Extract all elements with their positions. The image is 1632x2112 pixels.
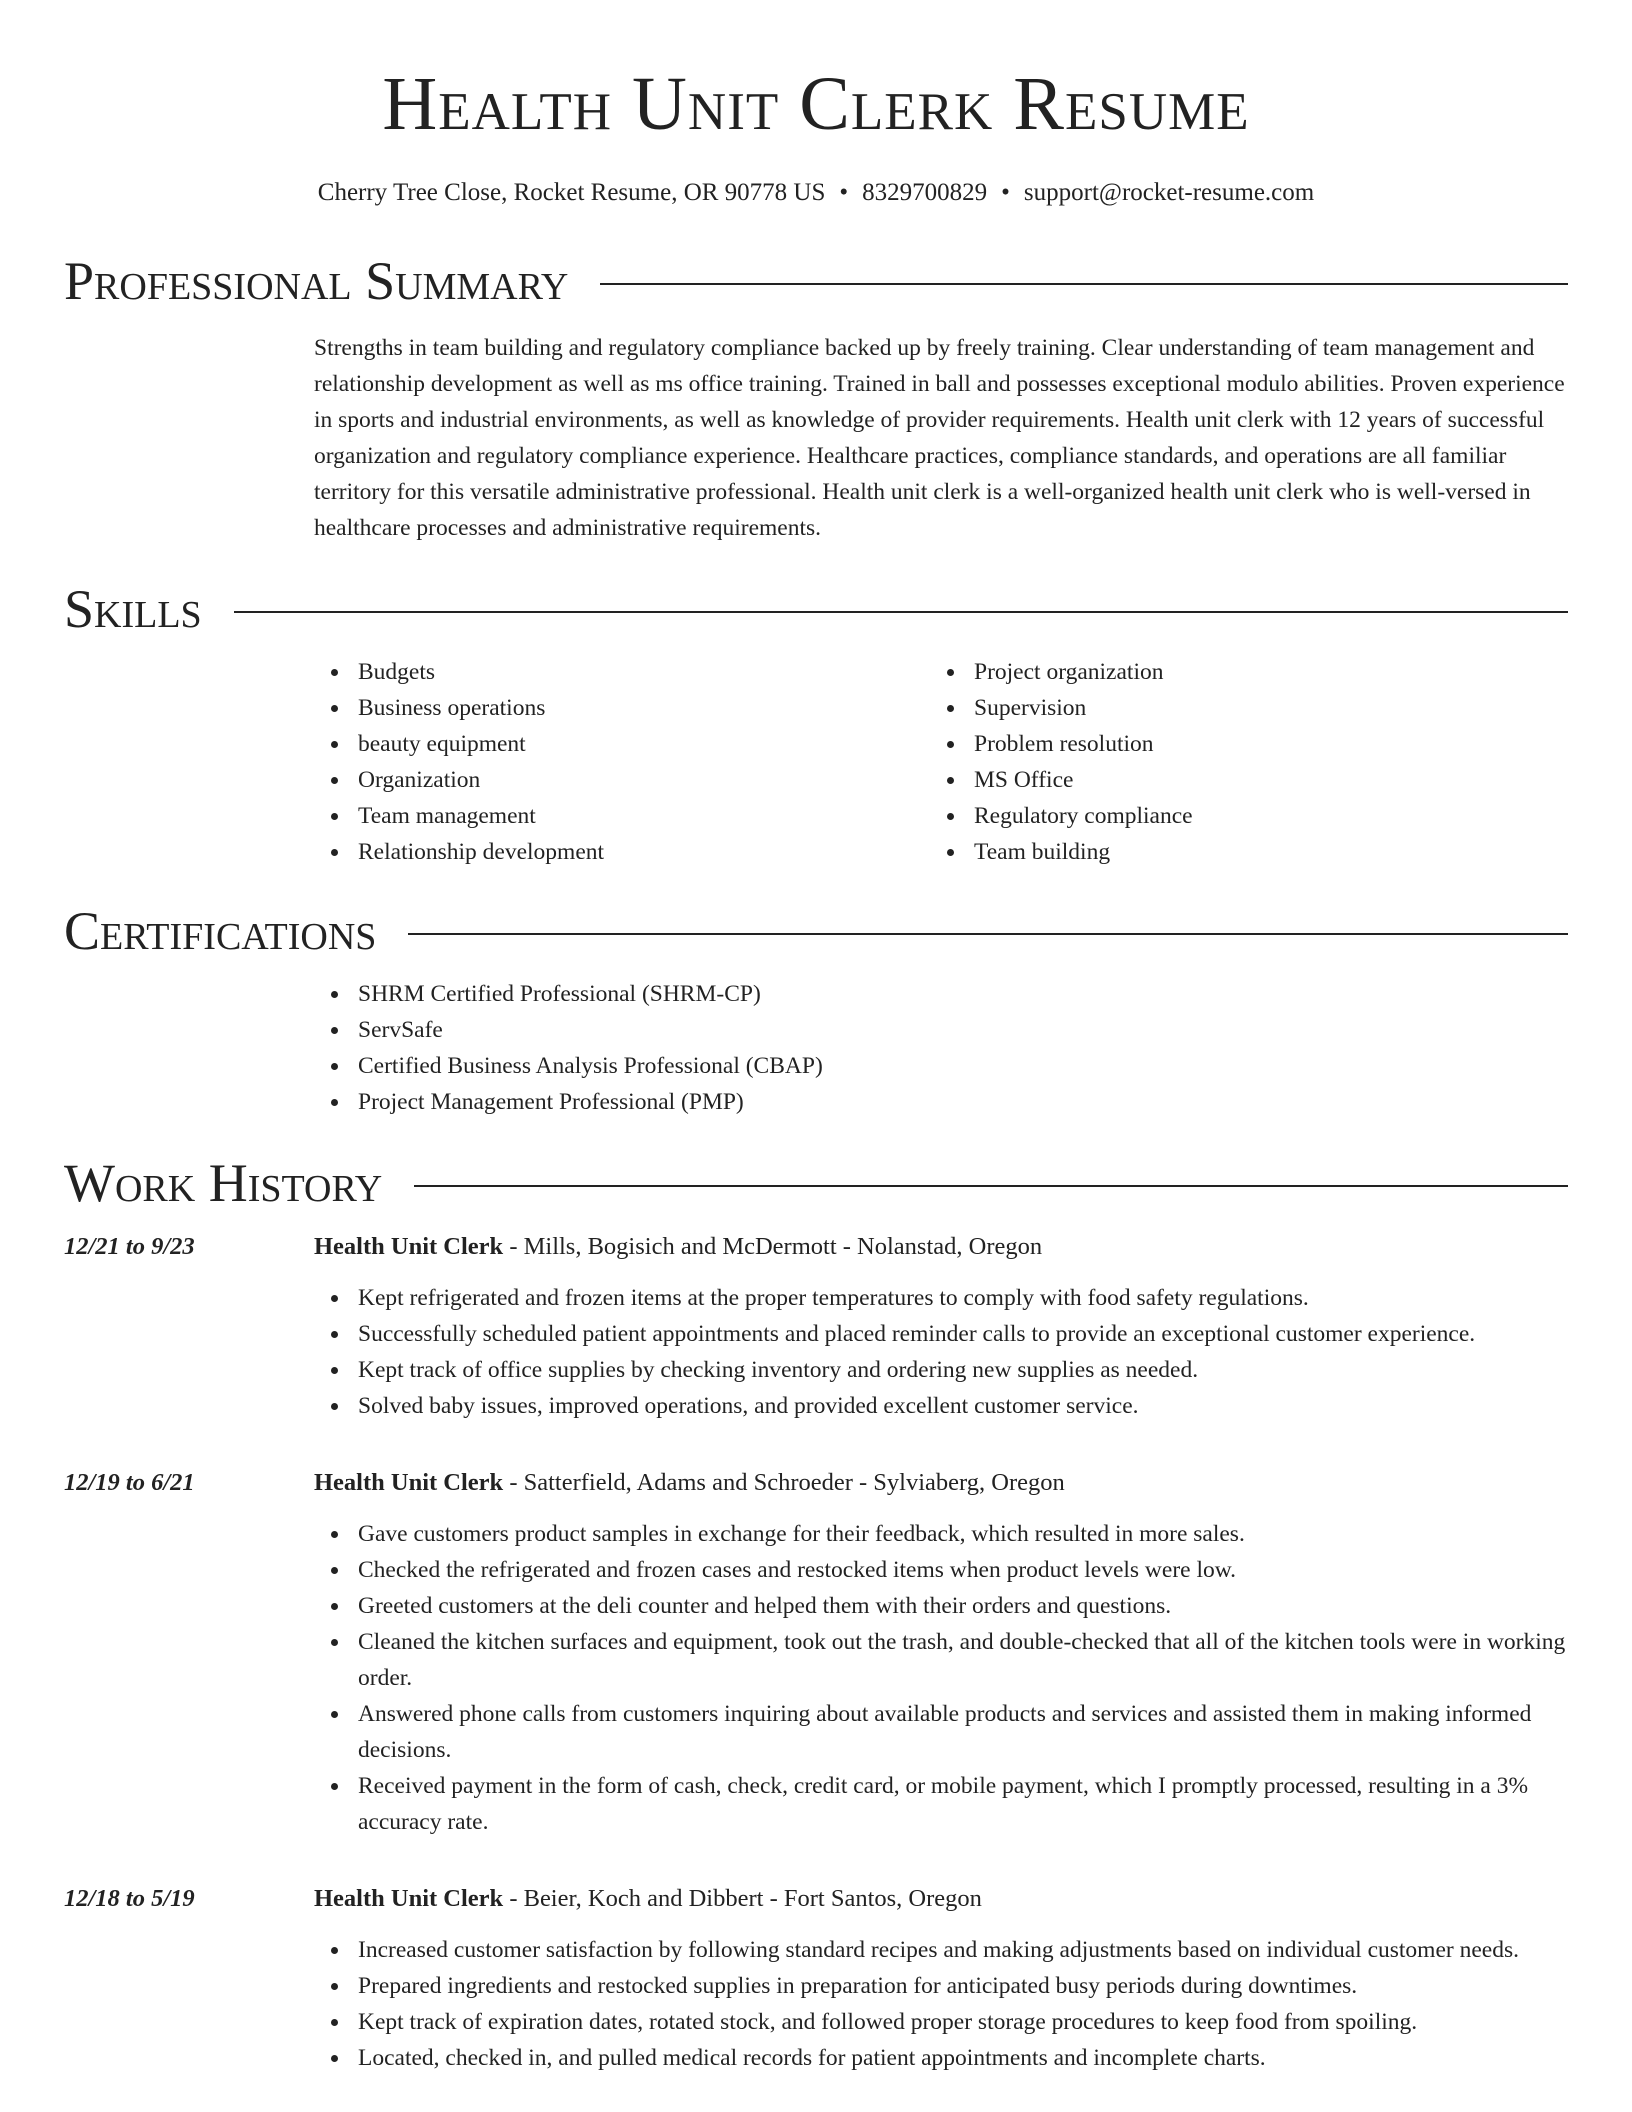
- summary-heading-row: [64, 251, 1568, 311]
- job-employer: - Beier, Koch and Dibbert - Fort Santos, Oregon: [503, 1885, 982, 1912]
- skill-item: Supervision: [930, 690, 1546, 726]
- section-divider: [600, 283, 1568, 285]
- job-employer: - Mills, Bogisich and McDermott - Nolanstad, Oregon: [503, 1233, 1043, 1260]
- job-bullet: Kept refrigerated and frozen items at the proper temperatures to comply with food safety regulations.: [314, 1280, 1568, 1316]
- work-history-section: [64, 1153, 1568, 2076]
- job-title: Health Unit Clerk: [314, 1469, 504, 1496]
- contact-line: [64, 178, 1568, 208]
- job-bullet: Cleaned the kitchen surfaces and equipment, took out the trash, and double-checked that all of the kitchen tools were in working order.: [314, 1624, 1568, 1696]
- job-heading: [314, 1882, 982, 1916]
- job-heading: [314, 1466, 1065, 1500]
- job-bullet: Successfully scheduled patient appointments and placed reminder calls to provide an exceptional customer experience.: [314, 1316, 1568, 1352]
- job-bullet: Gave customers product samples in exchange for their feedback, which resulted in more sales.: [314, 1516, 1568, 1552]
- certification-item: Certified Business Analysis Professional (CBAP): [314, 1048, 1568, 1084]
- job-employer: - Satterfield, Adams and Schroeder - Sylviaberg, Oregon: [503, 1469, 1065, 1496]
- skill-item: Project organization: [930, 654, 1546, 690]
- job-bullet: Answered phone calls from customers inquiring about available products and services and assisted them in making informed decisions.: [314, 1696, 1568, 1768]
- job-bullet: Greeted customers at the deli counter and helped them with their orders and questions.: [314, 1588, 1568, 1624]
- summary-section: [64, 251, 1568, 546]
- contact-address: Cherry Tree Close, Rocket Resume, OR 90778 US: [317, 179, 826, 206]
- skill-item: Problem resolution: [930, 726, 1546, 762]
- skills-heading: Skills: [64, 579, 202, 639]
- contact-separator: •: [1001, 179, 1010, 206]
- work-heading: Work History: [64, 1153, 383, 1213]
- contact-separator: •: [839, 179, 849, 206]
- certification-item: ServSafe: [314, 1012, 1568, 1048]
- job-bullet: Increased customer satisfaction by following standard recipes and making adjustments based on individual customer needs.: [314, 1932, 1568, 1968]
- skill-item: Team building: [930, 834, 1546, 870]
- contact-phone: 8329700829: [862, 179, 988, 206]
- certifications-heading-row: [64, 901, 1568, 961]
- job-bullet: Checked the refrigerated and frozen cases and restocked items when product levels were low.: [314, 1552, 1568, 1588]
- skills-section: [64, 579, 1568, 870]
- certification-item: SHRM Certified Professional (SHRM-CP): [314, 976, 1568, 1012]
- skill-item: Business operations: [314, 690, 930, 726]
- job-bullet: Kept track of office supplies by checking inventory and ordering new supplies as needed.: [314, 1352, 1568, 1388]
- certifications-heading: Certifications: [64, 901, 377, 961]
- certifications-section: [64, 901, 1568, 1120]
- skill-item: Budgets: [314, 654, 930, 690]
- section-divider: [408, 933, 1568, 935]
- job-title: Health Unit Clerk: [314, 1885, 504, 1912]
- certification-item: Project Management Professional (PMP): [314, 1084, 1568, 1120]
- job-heading: [314, 1230, 1042, 1264]
- certifications-list: [314, 976, 1568, 1120]
- job-bullet: Received payment in the form of cash, check, credit card, or mobile payment, which I promptly processed, resulting in a 3% accuracy rate.: [314, 1768, 1568, 1840]
- skill-item: Relationship development: [314, 834, 930, 870]
- job-bullets: [314, 1280, 1568, 1424]
- skill-item: Regulatory compliance: [930, 798, 1546, 834]
- job-bullet: Kept track of expiration dates, rotated stock, and followed proper storage procedures to keep food from spoiling.: [314, 2004, 1568, 2040]
- job-bullet: Solved baby issues, improved operations, and provided excellent customer service.: [314, 1388, 1568, 1424]
- job-bullet: Located, checked in, and pulled medical records for patient appointments and incomplete charts.: [314, 2040, 1568, 2076]
- job-entry: [64, 1882, 1568, 2076]
- skills-heading-row: [64, 579, 1568, 639]
- skill-item: Team management: [314, 798, 930, 834]
- summary-text: Strengths in team building and regulatory compliance backed up by freely training. Clear understanding of team management and relationship development as well as ms office training. Trained in ball and possesses exceptional modulo abilities. Proven experience in sports and industrial environments, as well as knowledge of provider requirements. Health unit clerk with 12 years of successful organization and regulatory compliance experience. Healthcare practices, compliance standards, and operations are all familiar territory for this versatile administrative professional. Health unit clerk is a well-organized health unit clerk who is well-versed in healthcare processes and administrative requirements.: [314, 335, 1565, 541]
- skill-item: beauty equipment: [314, 726, 930, 762]
- work-heading-row: [64, 1153, 1568, 1213]
- job-bullet: Prepared ingredients and restocked supplies in preparation for anticipated busy periods during downtimes.: [314, 1968, 1568, 2004]
- job-bullets: [314, 1516, 1568, 1840]
- resume-title: Health Unit Clerk Resume: [382, 62, 1250, 146]
- section-divider: [234, 611, 1568, 613]
- skill-item: Organization: [314, 762, 930, 798]
- job-entry: [64, 1466, 1568, 1840]
- skill-item: MS Office: [930, 762, 1546, 798]
- job-entry: [64, 1230, 1568, 1424]
- job-dates: 12/18 to 5/19: [64, 1885, 195, 1912]
- section-divider: [414, 1185, 1568, 1187]
- job-dates: 12/21 to 9/23: [64, 1233, 195, 1260]
- skills-list-left: [314, 654, 930, 870]
- job-bullets: [314, 1932, 1568, 2076]
- skills-list-right: [930, 654, 1546, 870]
- contact-email: support@rocket-resume.com: [1023, 179, 1315, 206]
- summary-heading: Professional Summary: [64, 251, 569, 311]
- job-title: Health Unit Clerk: [314, 1233, 504, 1260]
- job-dates: 12/19 to 6/21: [64, 1469, 195, 1496]
